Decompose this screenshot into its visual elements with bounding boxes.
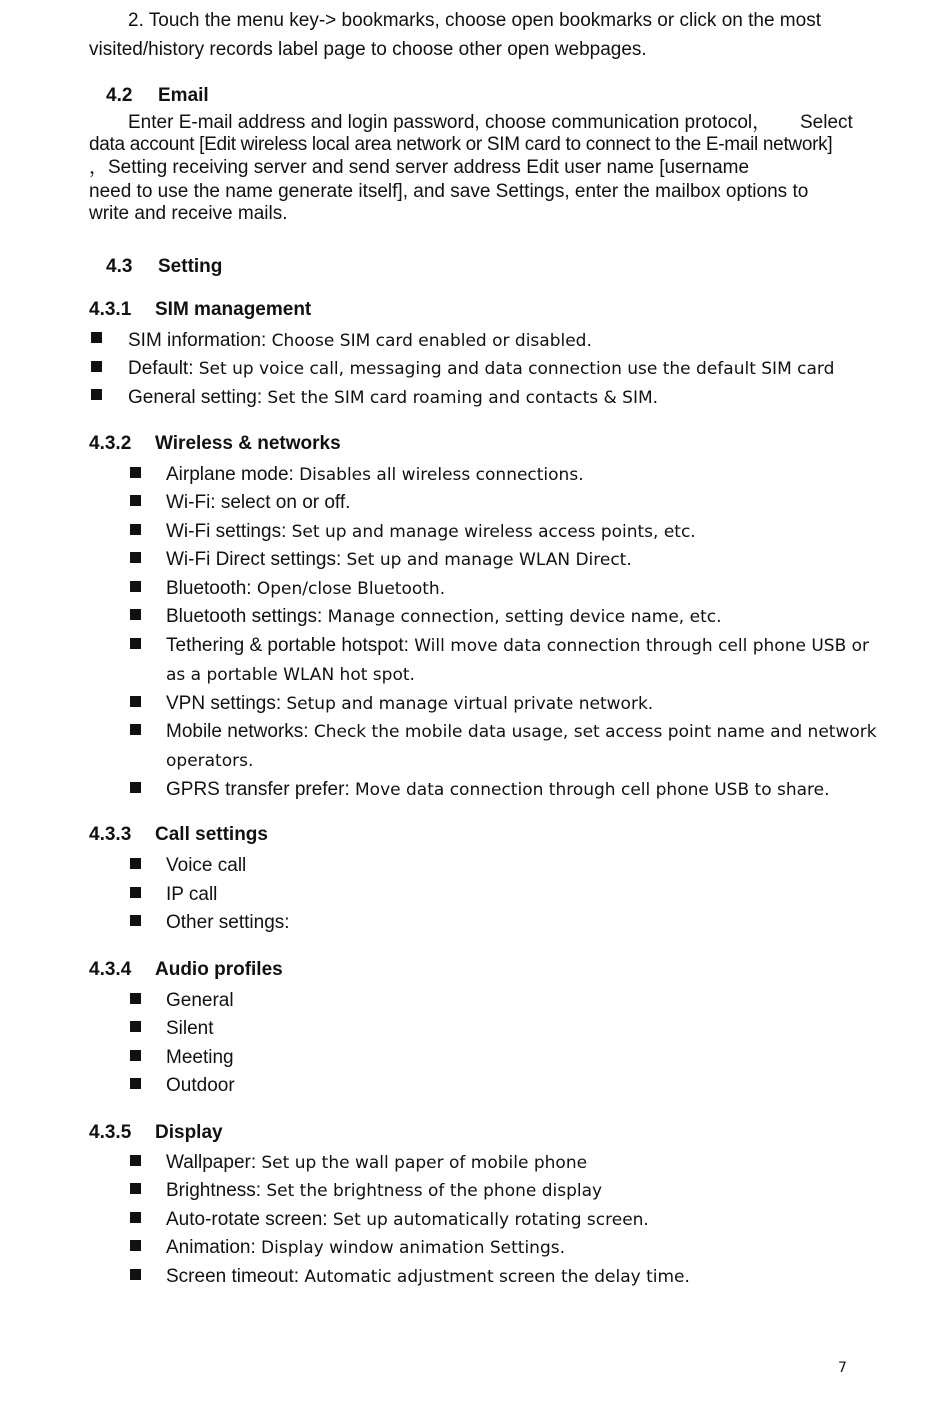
intro-line-1: 2. Touch the menu key-> bookmarks, choose open bookmarks or click on the most xyxy=(128,10,821,31)
email-heading-number: 4.2 xyxy=(106,85,133,106)
sim-heading-title: SIM management xyxy=(155,299,312,320)
wireless-item-desc: Set up and manage wireless access points, etc. xyxy=(291,522,696,542)
sim-item-desc: Set the SIM card roaming and contacts & SIM. xyxy=(267,388,659,408)
wireless-item-label: Airplane mode: xyxy=(166,464,300,485)
bullet-square xyxy=(130,1212,141,1223)
wireless-item-label: Wi-Fi settings: xyxy=(166,521,292,542)
wireless-item-label: Bluetooth settings: xyxy=(166,606,328,627)
sim-item-1 xyxy=(128,330,592,352)
wireless-item-label: Bluetooth: xyxy=(166,578,257,599)
call-item-2: IP call xyxy=(166,884,218,905)
sim-item-label: General setting: xyxy=(128,387,268,408)
intro-line-2: visited/history records label page to choose other open webpages. xyxy=(89,39,647,60)
bullet-square xyxy=(130,1155,141,1166)
wireless-item-label: VPN settings: xyxy=(166,693,287,714)
wireless-item-label: Mobile networks: xyxy=(166,721,314,742)
wireless-item-9 xyxy=(166,721,877,743)
wireless-item-9-continued: operators. xyxy=(166,751,254,771)
call-item-3: Other settings: xyxy=(166,912,290,933)
wireless-item-desc: Manage connection, setting device name, etc. xyxy=(327,607,722,627)
email-line-3: ，Setting receiving server and send server address Edit user name [username xyxy=(89,157,750,178)
sim-item-2 xyxy=(128,358,834,380)
bullet-square xyxy=(130,1021,141,1032)
audio-heading xyxy=(89,959,283,981)
bullet-square xyxy=(130,724,141,735)
wireless-item-desc: Open/close Bluetooth. xyxy=(256,579,446,599)
bullet-square xyxy=(130,467,141,478)
audio-item-3: Meeting xyxy=(166,1047,234,1068)
wireless-item-4 xyxy=(166,549,632,571)
bullet-square xyxy=(130,993,141,1004)
setting-heading xyxy=(106,256,222,278)
display-item-label: Auto-rotate screen: xyxy=(166,1209,333,1230)
bullet-square xyxy=(130,1240,141,1251)
wireless-heading xyxy=(89,433,341,455)
display-item-label: Screen timeout: xyxy=(166,1266,305,1287)
sim-heading xyxy=(89,299,311,321)
wireless-item-label: GPRS transfer prefer: xyxy=(166,779,356,800)
audio-item-2: Silent xyxy=(166,1018,214,1039)
bullet-square xyxy=(91,389,102,400)
bullet-square xyxy=(130,696,141,707)
wireless-item-2 xyxy=(166,492,350,514)
display-item-5 xyxy=(166,1266,690,1288)
bullet-square xyxy=(91,332,102,343)
bullet-square xyxy=(130,524,141,535)
bullet-square xyxy=(130,915,141,926)
bullet-square xyxy=(130,638,141,649)
wireless-item-desc: Setup and manage virtual private network. xyxy=(286,694,654,714)
display-item-label: Animation: xyxy=(166,1237,262,1258)
call-heading xyxy=(89,824,268,846)
wireless-item-6 xyxy=(166,606,722,628)
call-heading-number: 4.3.3 xyxy=(89,824,132,845)
bullet-square xyxy=(130,782,141,793)
display-item-desc: Automatic adjustment screen the delay time. xyxy=(304,1267,690,1287)
bullet-square xyxy=(130,1183,141,1194)
wireless-item-desc: Disables all wireless connections. xyxy=(299,465,584,485)
wireless-item-5 xyxy=(166,578,445,600)
display-item-1 xyxy=(166,1152,587,1174)
display-heading-number: 4.3.5 xyxy=(89,1122,132,1143)
wireless-item-label: Tethering & portable hotspot: xyxy=(166,635,415,656)
display-item-desc: Set up the wall paper of mobile phone xyxy=(261,1153,588,1173)
bullet-square xyxy=(130,1078,141,1089)
wireless-item-8 xyxy=(166,693,653,715)
wireless-item-desc: Check the mobile data usage, set access point name and network xyxy=(313,722,877,742)
audio-heading-title: Audio profiles xyxy=(155,959,283,980)
email-line-4: need to use the name generate itself], and save Settings, enter the mailbox options to xyxy=(89,181,809,202)
bullet-square xyxy=(130,552,141,563)
wireless-item-label: Wi-Fi Direct settings: xyxy=(166,549,347,570)
wireless-item-label: Wi-Fi: select on or off. xyxy=(166,492,351,513)
bullet-square xyxy=(130,609,141,620)
email-line-1a: Enter E-mail address and login password, choose communication protocol， xyxy=(128,112,772,133)
wireless-heading-title: Wireless & networks xyxy=(155,433,341,454)
wireless-item-7 xyxy=(166,635,869,657)
display-item-3 xyxy=(166,1209,649,1231)
wireless-item-3 xyxy=(166,521,696,543)
call-item-1: Voice call xyxy=(166,855,247,876)
setting-heading-title: Setting xyxy=(158,256,223,277)
sim-item-desc: Set up voice call, messaging and data connection use the default SIM card xyxy=(198,359,835,379)
audio-item-4: Outdoor xyxy=(166,1075,235,1096)
audio-heading-number: 4.3.4 xyxy=(89,959,132,980)
sim-item-label: SIM information: xyxy=(128,330,272,351)
wireless-heading-number: 4.3.2 xyxy=(89,433,132,454)
display-item-desc: Set up automatically rotating screen. xyxy=(332,1210,649,1230)
bullet-square xyxy=(130,581,141,592)
sim-heading-number: 4.3.1 xyxy=(89,299,132,320)
bullet-square xyxy=(130,495,141,506)
display-item-label: Wallpaper: xyxy=(166,1152,262,1173)
setting-heading-number: 4.3 xyxy=(106,256,133,277)
wireless-item-desc: Will move data connection through cell phone USB or xyxy=(414,636,870,656)
display-item-4 xyxy=(166,1237,565,1259)
call-heading-title: Call settings xyxy=(155,824,268,845)
email-heading xyxy=(106,85,209,107)
sim-item-label: Default: xyxy=(128,358,199,379)
wireless-item-1 xyxy=(166,464,584,486)
display-item-label: Brightness: xyxy=(166,1180,267,1201)
wireless-item-10 xyxy=(166,779,830,801)
bullet-square xyxy=(91,361,102,372)
display-item-desc: Display window animation Settings. xyxy=(261,1238,566,1258)
email-line-2: data account [Edit wireless local area network or SIM card to connect to the E-mail network] xyxy=(89,134,833,155)
email-line-1b: Select xyxy=(800,112,853,133)
display-heading-title: Display xyxy=(155,1122,223,1143)
sim-item-desc: Choose SIM card enabled or disabled. xyxy=(271,331,592,351)
page-number: 7 xyxy=(838,1360,847,1376)
display-item-desc: Set the brightness of the phone display xyxy=(266,1181,603,1201)
bullet-square xyxy=(130,1269,141,1280)
audio-item-1: General xyxy=(166,990,234,1011)
email-line-5: write and receive mails. xyxy=(89,203,288,224)
wireless-item-desc: Set up and manage WLAN Direct. xyxy=(346,550,632,570)
wireless-item-desc: Move data connection through cell phone USB to share. xyxy=(355,780,830,800)
bullet-square xyxy=(130,858,141,869)
display-item-2 xyxy=(166,1180,602,1202)
bullet-square xyxy=(130,1050,141,1061)
email-heading-title: Email xyxy=(158,85,209,106)
bullet-square xyxy=(130,887,141,898)
wireless-item-7-continued: as a portable WLAN hot spot. xyxy=(166,665,415,685)
sim-item-3 xyxy=(128,387,658,409)
display-heading xyxy=(89,1122,223,1144)
